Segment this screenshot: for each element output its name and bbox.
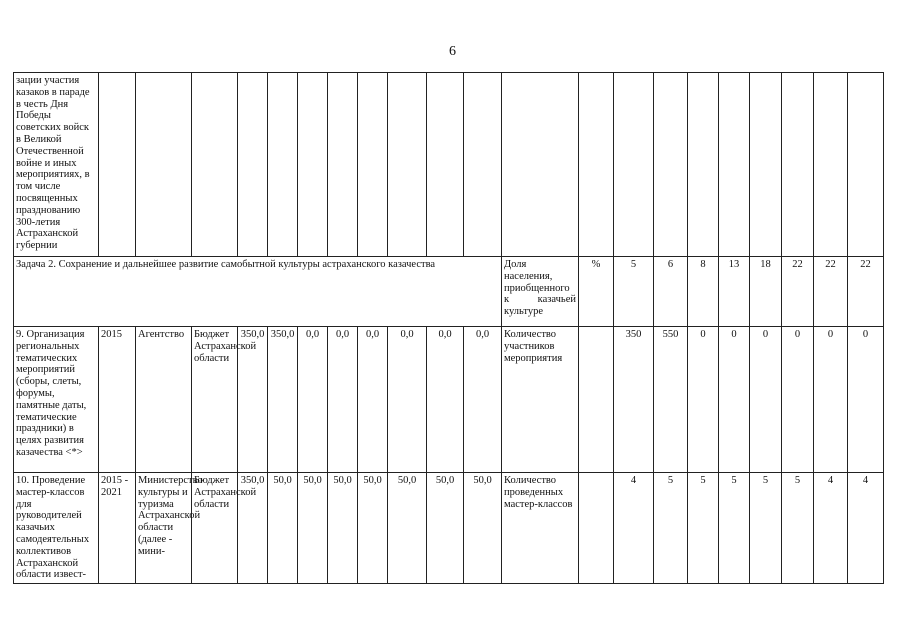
funding-cell: 0,0 <box>358 327 388 473</box>
measure-text: 9. Организация региональных тематических мероприятий (сборы, слеты, форумы, памятные даты, тематические праздники) в целях развития казачества <*> <box>14 327 99 473</box>
program-measures-table <box>13 72 884 584</box>
executor-cell: Агентство <box>136 327 192 473</box>
funding-cell: 350,0 <box>268 327 298 473</box>
measure-text: 10. Проведение мастер-классов для руководителей казачьих самодеятельных коллективов Астраханской области извест- <box>14 473 99 584</box>
value-cell: 550 <box>654 327 688 473</box>
measure-text: зации участия казаков в параде в честь Дня Победы советских войск в Великой Отечественной войне и иных мероприятиях, в том числе посвященных празднованию 300-летия Астраханской губернии <box>14 73 99 257</box>
indicator-cell: Доля населения, приобщенного к казачьей культуре <box>502 257 579 327</box>
page-number: 6 <box>449 44 456 59</box>
funding-cell <box>328 73 358 257</box>
period-cell <box>99 73 136 257</box>
funding-cell <box>268 73 298 257</box>
value-cell: 5 <box>654 473 688 584</box>
table-row-task <box>14 257 884 327</box>
value-cell <box>750 73 782 257</box>
value-cell <box>654 73 688 257</box>
funding-cell <box>358 73 388 257</box>
value-cell <box>814 73 848 257</box>
executor-cell: Министерство культуры и туризма Астраханской области (далее - мини- <box>136 473 192 584</box>
executor-cell <box>136 73 192 257</box>
funding-cell <box>427 73 464 257</box>
funding-cell: 0,0 <box>427 327 464 473</box>
value-cell: 0 <box>848 327 884 473</box>
funding-cell: 350,0 <box>238 327 268 473</box>
funding-cell: 50,0 <box>268 473 298 584</box>
indicator-cell: Количество проведенных мастер-классов <box>502 473 579 584</box>
value-cell: 6 <box>654 257 688 327</box>
funding-cell <box>298 73 328 257</box>
funding-cell <box>238 73 268 257</box>
unit-cell <box>579 73 614 257</box>
unit-cell <box>579 473 614 584</box>
value-cell: 22 <box>782 257 814 327</box>
unit-cell <box>579 327 614 473</box>
source-cell <box>192 73 238 257</box>
funding-cell: 0,0 <box>298 327 328 473</box>
value-cell <box>614 73 654 257</box>
value-cell: 0 <box>750 327 782 473</box>
value-cell <box>782 73 814 257</box>
funding-cell: 0,0 <box>388 327 427 473</box>
funding-cell: 0,0 <box>464 327 502 473</box>
value-cell: 0 <box>719 327 750 473</box>
funding-cell: 50,0 <box>298 473 328 584</box>
funding-cell: 50,0 <box>358 473 388 584</box>
funding-cell: 0,0 <box>328 327 358 473</box>
table-row-measure <box>14 327 884 473</box>
value-cell <box>688 73 719 257</box>
value-cell: 0 <box>814 327 848 473</box>
value-cell: 0 <box>782 327 814 473</box>
value-cell: 5 <box>688 473 719 584</box>
table-row-measure <box>14 473 884 584</box>
value-cell <box>719 73 750 257</box>
value-cell: 22 <box>814 257 848 327</box>
value-cell: 4 <box>614 473 654 584</box>
value-cell <box>848 73 884 257</box>
source-cell: Бюджет Астраханской области <box>192 327 238 473</box>
value-cell: 350 <box>614 327 654 473</box>
value-cell: 5 <box>782 473 814 584</box>
value-cell: 4 <box>848 473 884 584</box>
funding-cell: 350,0 <box>238 473 268 584</box>
source-cell: Бюджет Астраханской области <box>192 473 238 584</box>
funding-cell: 50,0 <box>328 473 358 584</box>
value-cell: 5 <box>719 473 750 584</box>
value-cell: 13 <box>719 257 750 327</box>
funding-cell <box>464 73 502 257</box>
period-cell: 2015 - 2021 <box>99 473 136 584</box>
indicator-cell <box>502 73 579 257</box>
funding-cell: 50,0 <box>427 473 464 584</box>
funding-cell: 50,0 <box>464 473 502 584</box>
value-cell: 4 <box>814 473 848 584</box>
funding-cell: 50,0 <box>388 473 427 584</box>
indicator-cell: Количество участников мероприятия <box>502 327 579 473</box>
value-cell: 8 <box>688 257 719 327</box>
unit-cell: % <box>579 257 614 327</box>
funding-cell <box>388 73 427 257</box>
task-text: Задача 2. Сохранение и дальнейшее развитие самобытной культуры астраханского казачества <box>14 257 502 327</box>
table-row-continuation <box>14 73 884 257</box>
value-cell: 5 <box>614 257 654 327</box>
value-cell: 5 <box>750 473 782 584</box>
period-cell: 2015 <box>99 327 136 473</box>
value-cell: 22 <box>848 257 884 327</box>
value-cell: 18 <box>750 257 782 327</box>
value-cell: 0 <box>688 327 719 473</box>
